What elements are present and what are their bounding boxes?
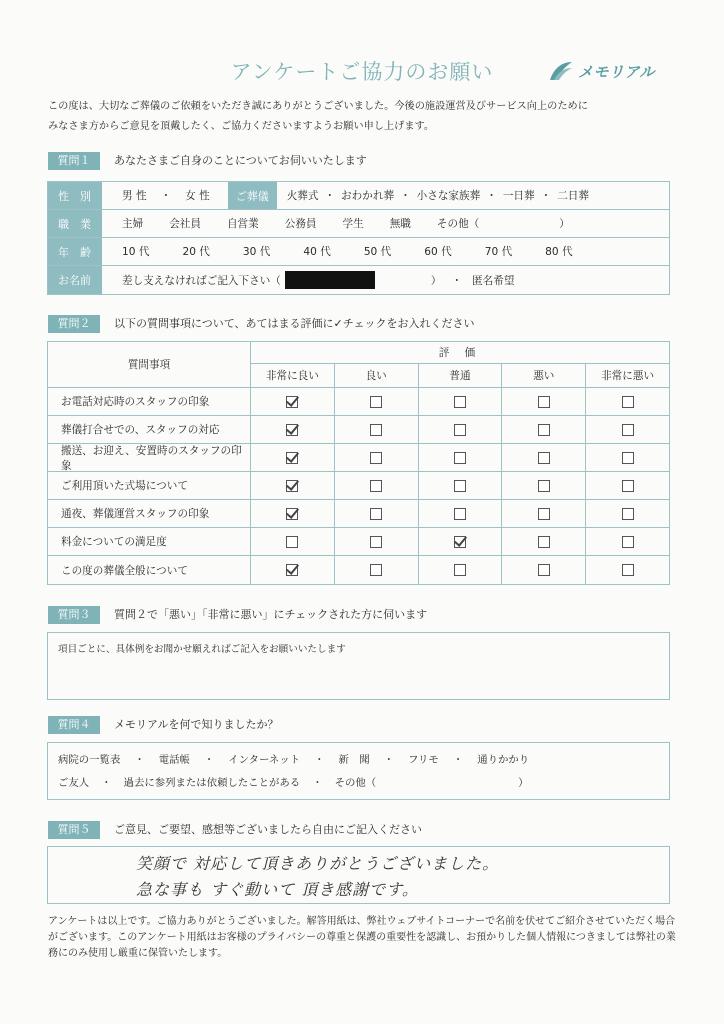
rating-checkbox[interactable] [538,508,550,520]
rating-header [48,342,669,388]
separator: ・ [452,754,464,766]
memorial-logo [548,58,668,84]
table-row [48,528,669,556]
rating-checkbox[interactable] [622,536,634,548]
separator: ・ [160,190,172,202]
q1-table [47,181,670,295]
rating-checkbox[interactable] [286,452,298,464]
name-instruction: 差し支えなければご記入下さい（ [122,274,281,287]
option-self-employed[interactable]: 自営業 [226,218,259,230]
option-phonebook[interactable]: 電話帳 [158,754,190,766]
q3-answer-box[interactable] [47,632,670,700]
question-label: この度の葬儀全般について [48,556,251,584]
option-civil-servant[interactable]: 公務員 [284,218,317,230]
rating-checkbox[interactable] [370,424,382,436]
option-internet[interactable]: インターネット [228,754,301,766]
option-age-40[interactable]: 40 代 [303,246,331,258]
gender-row [48,182,669,210]
separator: ・ [540,190,552,202]
question-label: 葬儀打合せでの、スタッフの対応 [48,416,251,443]
separator: ・ [203,754,215,766]
rating-checkbox[interactable] [370,480,382,492]
separator: ・ [101,777,112,789]
separator: ・ [486,190,497,202]
rating-checkbox[interactable] [286,396,298,408]
question-label: 通夜、葬儀運営スタッフの印象 [48,500,251,527]
separator: ・ [134,754,145,766]
rating-checkbox[interactable] [286,536,298,548]
option-male[interactable]: 男 性 [122,190,147,202]
age-label: 年 齢 [48,238,102,265]
funeral-label: ご葬儀 [228,182,277,209]
intro-text [48,97,678,137]
rating-checkbox[interactable] [370,536,382,548]
handwritten-line-1: 笑顔で 対応して頂きありがとうございました。 [136,854,500,873]
option-unemployed[interactable]: 無職 [389,218,411,230]
scale-very-bad: 非常に悪い [601,370,655,382]
option-age-50[interactable]: 50 代 [363,246,392,258]
option-small-family[interactable]: 小さな家族葬 [416,190,481,202]
option-hospital-list[interactable]: 病院の一覧表 [58,754,121,766]
q5-text: ご意見、ご要望、感想等ございましたら自由にご記入ください [114,823,422,836]
name-label: お名前 [48,266,102,294]
rating-checkbox[interactable] [370,396,382,408]
rating-checkbox[interactable] [622,424,634,436]
q2-heading [48,315,474,333]
paren-close: ） [518,777,529,789]
question-col-header: 質問事項 [48,342,251,387]
scale-normal: 普通 [419,364,503,387]
rating-checkbox[interactable] [622,396,634,408]
logo-text: メモリアル [578,62,655,81]
rating-checkbox[interactable] [622,452,634,464]
q4-heading [48,716,279,734]
q5-badge: 質問５ [48,821,100,839]
option-other[interactable]: その他（ [436,218,480,230]
option-past-attendance[interactable]: 過去に参列または依頼したことがある [123,777,301,789]
footer-line-3: 務にのみ使用し厳重に保管いたします。 [48,948,228,959]
option-housewife[interactable]: 主婦 [122,218,144,230]
eval-col-header: 評 価 [251,342,669,364]
option-age-30[interactable]: 30 代 [242,246,271,258]
rating-checkbox[interactable] [454,480,466,492]
rating-checkbox[interactable] [454,508,466,520]
option-two-day[interactable]: 二日葬 [557,190,589,202]
rating-checkbox[interactable] [454,564,466,576]
q2-text: 以下の質問事項について、あてはまる評価に✓チェックをお入れください [114,317,475,330]
option-age-70[interactable]: 70 代 [484,246,513,258]
table-row [48,444,669,472]
table-row [48,472,669,500]
separator: ・ [324,190,336,202]
separator: ・ [383,754,395,766]
table-row [48,416,669,444]
option-employee[interactable]: 会社員 [169,218,201,230]
question-label: ご利用頂いた式場について [48,472,251,499]
rating-checkbox[interactable] [538,536,550,548]
option-furimo[interactable]: フリモ [408,754,439,766]
redacted-name [285,271,375,289]
footer-line-1: アンケートは以上です。ご協力ありがとうございました。解答用紙は、弊社ウェブサイトコーナーで名前を伏せてご紹介させていただく場合 [48,916,676,927]
option-student[interactable]: 学生 [342,218,364,230]
q4-badge: 質問４ [48,716,100,734]
intro-line-1: この度は、大切なご葬儀のご依頼をいただき誠にありがとうございました。今後の施設運営及びサービス向上のために [48,101,588,112]
intro-line-2: みなさま方からご意見を頂戴したく、ご協力くださいますようお願い申し上げます。 [48,121,435,132]
option-newspaper[interactable]: 新 聞 [338,754,370,766]
option-one-day[interactable]: 一日葬 [502,190,535,202]
rating-checkbox[interactable] [538,396,550,408]
rating-checkbox[interactable] [622,564,634,576]
q4-options-box [47,742,670,800]
rating-checkbox[interactable] [370,452,382,464]
rating-checkbox[interactable] [538,480,550,492]
option-anonymous[interactable]: 匿名希望 [472,274,515,287]
option-passing-by[interactable]: 通りかかり [477,754,530,766]
separator: ・ [400,190,411,202]
rating-checkbox[interactable] [622,508,634,520]
leaf-logo-icon [548,60,574,82]
question-label: 料金についての満足度 [48,528,251,555]
table-row [48,556,669,584]
separator: ・ [314,754,325,766]
option-farewell[interactable]: おわかれ葬 [341,190,395,202]
age-row [48,238,669,266]
option-age-20[interactable]: 20 代 [182,246,210,258]
q4-line-1 [48,743,669,766]
q5-answer-box[interactable] [47,846,670,904]
option-age-80[interactable]: 80 代 [545,246,573,258]
q1-badge: 質問１ [48,152,100,170]
q1-text: あなたさまご自身のことについてお伺いいたします [114,154,367,167]
scale-good: 良い [335,364,419,387]
option-friend[interactable]: ご友人 [58,777,90,789]
rating-checkbox[interactable] [454,424,466,436]
rating-checkbox[interactable] [286,564,298,576]
gender-label: 性 別 [48,182,102,209]
rating-checkbox[interactable] [538,564,550,576]
job-row [48,210,669,238]
rating-checkbox[interactable] [622,480,634,492]
option-other[interactable]: その他（ [334,777,377,789]
paren-close: ） [430,274,442,287]
q3-box-instruction: 項目ごとに、具体例をお聞かせ願えればご記入をお願いいたします [58,644,346,655]
option-cremation[interactable]: 火葬式 [286,190,319,202]
option-female[interactable]: 女 性 [185,190,210,202]
q4-line-2 [48,766,669,789]
q3-text: 質問２で「悪い」「非常に悪い」にチェックされた方に伺います [114,608,428,621]
rating-checkbox[interactable] [454,536,466,548]
table-row [48,388,669,416]
q1-heading [48,152,367,170]
q3-heading [48,606,427,624]
scale-bad: 悪い [502,364,586,387]
question-label: 搬送、お迎え、安置時のスタッフの印象 [48,444,251,471]
separator: ・ [451,274,463,287]
job-label: 職 業 [48,210,102,237]
rating-checkbox[interactable] [286,508,298,520]
q2-rating-table [47,341,670,585]
rating-checkbox[interactable] [538,424,550,436]
rating-checkbox[interactable] [538,452,550,464]
rating-checkbox[interactable] [454,396,466,408]
q3-badge: 質問３ [48,606,100,624]
scale-very-good: 非常に良い [251,364,335,387]
rating-checkbox[interactable] [454,452,466,464]
page-title: アンケートご協力のお願い [230,60,494,84]
footer-line-2: がございます。このアンケート用紙はお客様のプライバシーの尊重と保護の重要性を認識し、お預かりした個人情報につきましては弊社の業 [48,932,676,943]
rating-checkbox[interactable] [370,508,382,520]
option-age-60[interactable]: 60 代 [424,246,452,258]
separator: ・ [312,777,323,789]
rating-checkbox[interactable] [286,424,298,436]
rating-checkbox[interactable] [286,480,298,492]
q5-heading [48,821,422,839]
footer-note [48,914,678,962]
option-age-10[interactable]: 10 代 [122,246,150,258]
rating-rows [48,388,669,584]
handwritten-line-2: 急な事も すぐ動いて 頂き感謝です。 [136,880,419,899]
q2-badge: 質問２ [48,315,100,333]
table-row [48,500,669,528]
name-row [48,266,669,294]
q4-text: メモリアルを何で知りましたか？ [114,718,279,731]
question-label: お電話対応時のスタッフの印象 [48,388,251,415]
paren-close: ） [559,218,570,230]
rating-checkbox[interactable] [370,564,382,576]
